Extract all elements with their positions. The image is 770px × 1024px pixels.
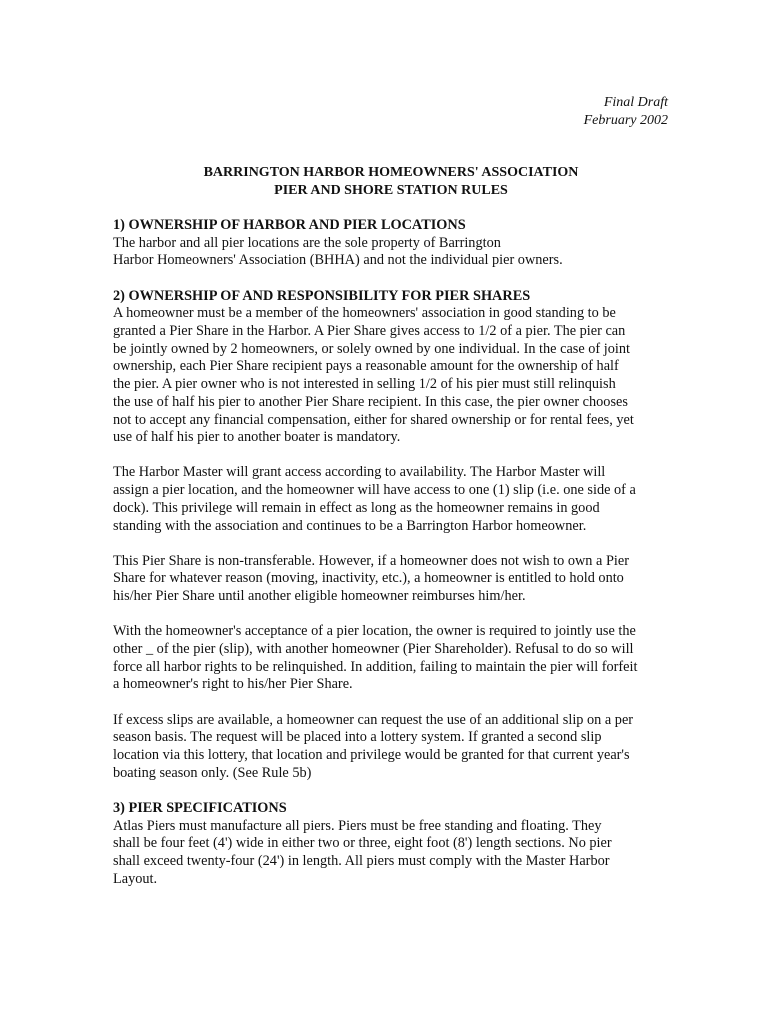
title-line-1: BARRINGTON HARBOR HOMEOWNERS' ASSOCIATION xyxy=(203,165,579,180)
document-body xyxy=(113,217,673,906)
section-2-paragraph-1: A homeowner must be a member of the homeowners' association in good standing to be granted a Pier Share in the Harbor. A Pier Share gives access to 1/2 of a pier. The pier can be jointly owned by 2 homeowners, or solely owned by one individual. In the case of joint ownership, each Pier Share recipient pays a reasonable amount for the ownership of half the pier. A pier owner who is not interested in selling 1/2 of his pier must still relinquish the use of half his pier to another Pier Share recipient. In this case, the pier owner chooses not to accept any financial compensation, either for shared ownership or for rental fees, yet use of half his pier to another boater is mandatory. xyxy=(113,305,634,446)
section-2-heading: 2) OWNERSHIP OF AND RESPONSIBILITY FOR PIER SHARES xyxy=(113,287,531,304)
section-2-paragraph-5: If excess slips are available, a homeowner can request the use of an additional slip on a per season basis. The request will be placed into a lottery system. If granted a second slip location via this lottery, that location and privilege would be granted for that current year's boating season only. (See Rule 5b) xyxy=(113,711,634,781)
section-3-heading: 3) PIER SPECIFICATIONS xyxy=(113,799,287,816)
draft-stamp xyxy=(584,94,668,130)
draft-label: Final Draft xyxy=(603,95,668,110)
section-1-heading: 1) OWNERSHIP OF HARBOR AND PIER LOCATIONS xyxy=(113,217,466,233)
section-1-paragraph-1: The harbor and all pier locations are the sole property of Barrington Harbor Homeowners' Association (BHHA) and not the individual pier owners. xyxy=(113,234,563,269)
title-line-2: PIER AND SHORE STATION RULES xyxy=(274,183,508,198)
section-2-paragraph-3: This Pier Share is non-transferable. However, if a homeowner does not wish to own a Pier Share for whatever reason (moving, inactivity, etc.), a homeowner is entitled to hold onto his/her Pier Share until another eligible homeowner reimburses him/her. xyxy=(113,552,629,605)
document-title xyxy=(0,164,770,200)
section-2-paragraph-2: The Harbor Master will grant access according to availability. The Harbor Master will assign a pier location, and the homeowner will have access to one (1) slip (i.e. one side of a dock). This privilege will remain in effect as long as the homeowner remains in good standing with the association and continues to be a Barrington Harbor homeowner. xyxy=(113,464,636,534)
section-3-paragraph-1: Atlas Piers must manufacture all piers. Piers must be free standing and floating. They shall be four feet (4') wide in either two or three, eight foot (8') length sections. No pier shall exceed twenty-four (24') in length. All piers must comply with the Master Harbor Layout. xyxy=(113,817,612,887)
section-2-paragraph-4: With the homeowner's acceptance of a pier location, the owner is required to jointly use the other _ of the pier (slip), with another homeowner (Pier Shareholder). Refusal to do so will force all harbor rights to be relinquished. In addition, failing to maintain the pier will forfeit a homeowner's right to his/her Pier Share. xyxy=(113,623,638,693)
draft-date: February 2002 xyxy=(583,113,668,128)
